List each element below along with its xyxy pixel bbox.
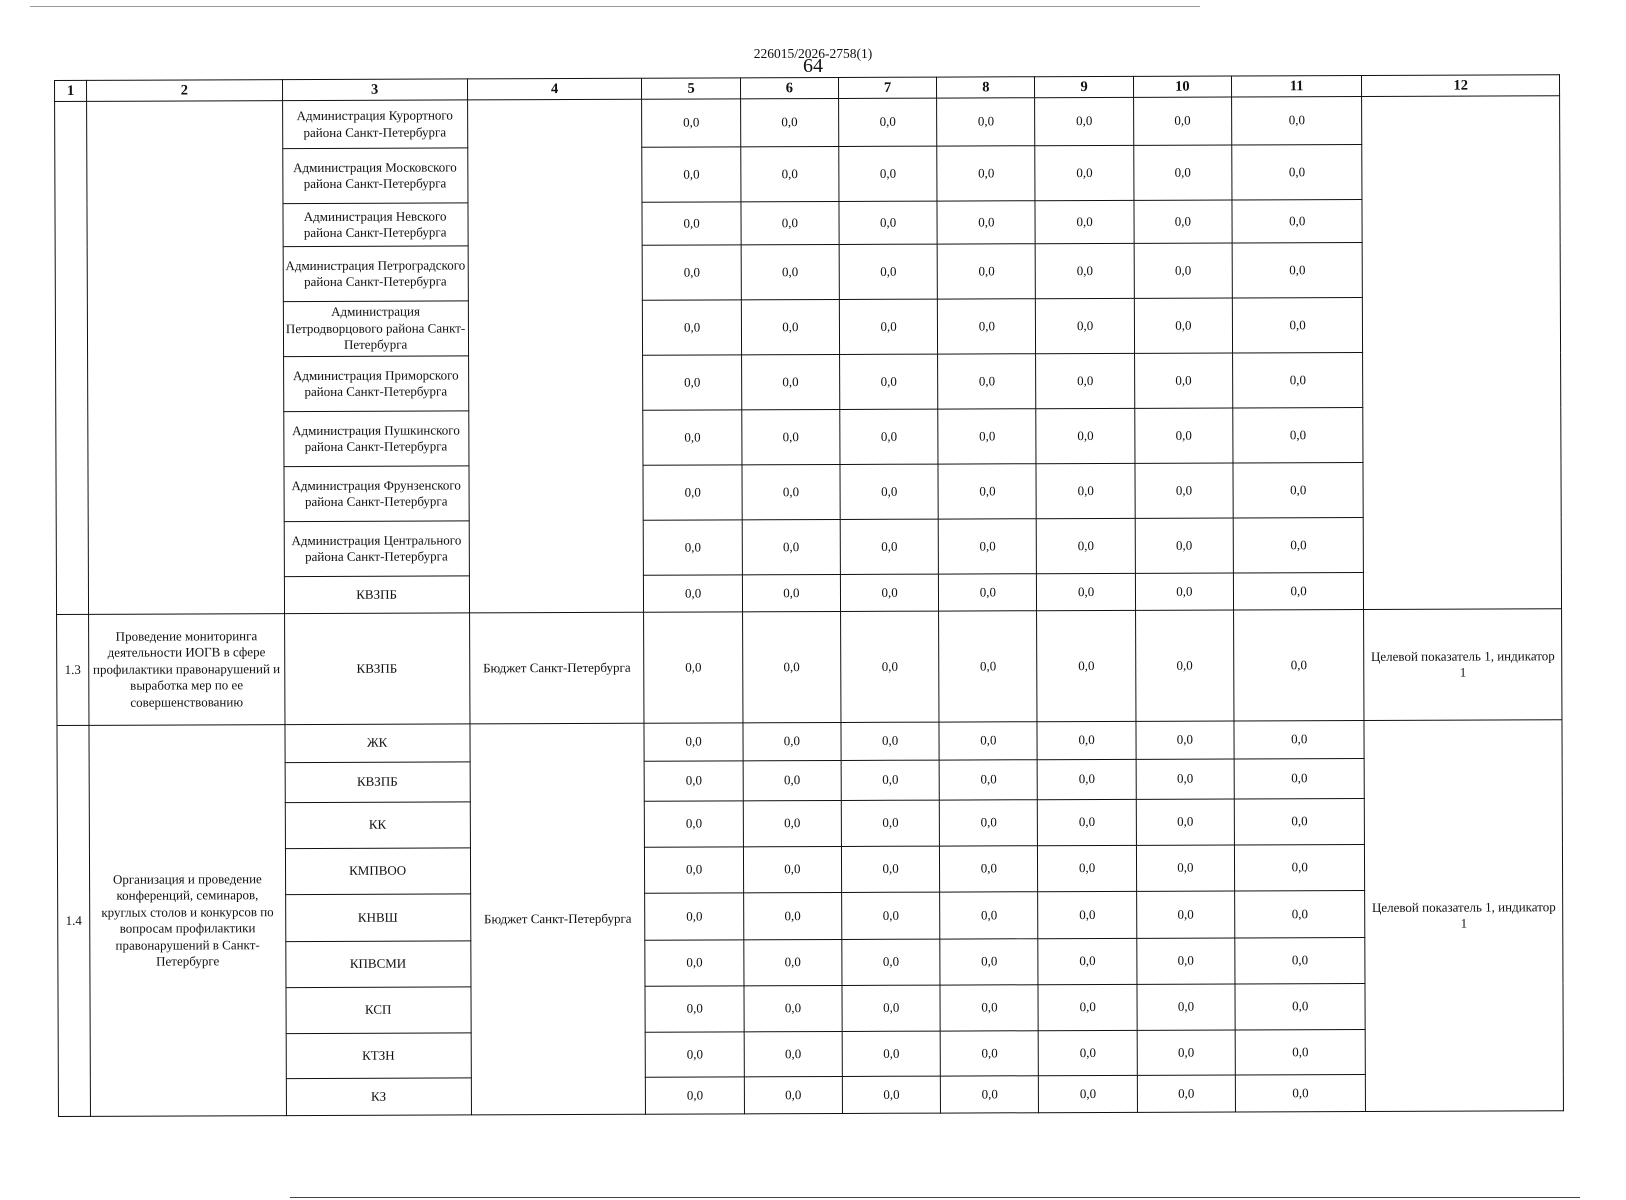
item-number-cell: 1.4 <box>57 725 91 1116</box>
value-cell: 0,0 <box>1135 518 1233 573</box>
value-cell: 0,0 <box>1038 938 1136 984</box>
col-header: 8 <box>937 77 1035 98</box>
value-cell: 0,0 <box>839 244 937 299</box>
indicator-cell: Целевой показатель 1, индикатор 1 <box>1364 609 1562 721</box>
value-cell: 0,0 <box>841 611 940 722</box>
value-cell: 0,0 <box>743 722 841 760</box>
executor-cell: Администрация Фрунзенского района Санкт-Петербурга <box>284 466 469 522</box>
value-cell: 0,0 <box>938 299 1036 354</box>
value-cell: 0,0 <box>741 354 839 409</box>
col-header: 9 <box>1035 76 1133 97</box>
value-cell: 0,0 <box>1038 799 1136 845</box>
value-cell: 0,0 <box>1233 407 1364 463</box>
executor-cell: Администрация Курортного района Санкт-Петербурга <box>282 100 467 149</box>
value-cell: 0,0 <box>643 465 741 520</box>
value-cell: 0,0 <box>1037 573 1135 610</box>
value-cell: 0,0 <box>937 98 1035 146</box>
value-cell: 0,0 <box>742 574 840 611</box>
table-row-1-4 <box>57 720 1562 764</box>
executor-cell: КВЗПБ <box>285 762 470 803</box>
value-cell: 0,0 <box>1038 984 1136 1030</box>
value-cell: 0,0 <box>1235 1029 1365 1075</box>
value-cell: 0,0 <box>938 519 1036 574</box>
value-cell: 0,0 <box>840 354 938 409</box>
value-cell: 0,0 <box>840 464 938 519</box>
value-cell: 0,0 <box>938 464 1036 519</box>
value-cell: 0,0 <box>645 986 743 1032</box>
value-cell: 0,0 <box>842 1076 940 1113</box>
value-cell: 0,0 <box>1036 408 1134 463</box>
col-header: 7 <box>838 77 936 98</box>
col-header: 1 <box>55 80 87 101</box>
value-cell: 0,0 <box>1134 353 1232 408</box>
col-header: 5 <box>642 78 740 99</box>
value-cell: 0,0 <box>645 761 743 801</box>
executor-cell: КНВШ <box>285 894 470 942</box>
value-cell: 0,0 <box>1135 573 1233 610</box>
executor-cell: КК <box>285 802 470 849</box>
value-cell: 0,0 <box>1037 721 1135 759</box>
value-cell: 0,0 <box>842 892 940 939</box>
value-cell: 0,0 <box>840 409 938 464</box>
value-cell: 0,0 <box>841 722 939 760</box>
executor-cell: Администрация Петроградского района Санкт-Петербурга <box>283 246 468 302</box>
table-row <box>55 96 1560 150</box>
value-cell: 0,0 <box>1134 298 1232 353</box>
executor-cell: КВЗПБ <box>284 576 469 614</box>
value-cell: 0,0 <box>645 893 743 940</box>
value-cell: 0,0 <box>1136 891 1234 938</box>
value-cell: 0,0 <box>744 1031 842 1076</box>
executor-cell: Администрация Московского района Санкт-Петербурга <box>282 148 467 204</box>
col-header: 6 <box>740 77 838 98</box>
value-cell: 0,0 <box>1136 721 1234 759</box>
value-cell: 0,0 <box>1235 983 1366 1030</box>
value-cell: 0,0 <box>1137 938 1235 984</box>
value-cell: 0,0 <box>1136 845 1234 891</box>
value-cell: 0,0 <box>743 760 841 800</box>
executor-cell: Администрация Приморского района Санкт-Петербурга <box>283 356 468 412</box>
value-cell: 0,0 <box>1232 144 1363 200</box>
value-cell: 0,0 <box>645 847 743 893</box>
col-header: 10 <box>1133 76 1231 97</box>
col-header: 11 <box>1231 75 1361 97</box>
value-cell: 0,0 <box>646 1077 744 1114</box>
value-cell: 0,0 <box>937 146 1035 201</box>
value-cell: 0,0 <box>1135 610 1234 721</box>
value-cell: 0,0 <box>1037 610 1136 721</box>
value-cell: 0,0 <box>841 846 939 892</box>
value-cell: 0,0 <box>1134 243 1232 298</box>
col-header: 4 <box>467 78 642 100</box>
value-cell: 0,0 <box>645 801 743 847</box>
value-cell: 0,0 <box>937 201 1035 244</box>
value-cell: 0,0 <box>744 1076 842 1113</box>
value-cell: 0,0 <box>841 800 939 846</box>
value-cell: 0,0 <box>840 574 938 611</box>
value-cell: 0,0 <box>840 519 938 574</box>
value-cell: 0,0 <box>644 612 743 723</box>
executor-cell: Администрация Невского района Санкт-Петербурга <box>283 203 468 247</box>
value-cell: 0,0 <box>1133 145 1231 200</box>
value-cell: 0,0 <box>839 98 937 146</box>
executor-cell: Администрация Петродворцового района Санкт-Петербурга <box>283 301 468 357</box>
value-cell: 0,0 <box>941 1076 1039 1113</box>
value-cell: 0,0 <box>939 760 1037 800</box>
value-cell: 0,0 <box>1235 1074 1365 1112</box>
value-cell: 0,0 <box>1035 97 1133 145</box>
value-cell: 0,0 <box>740 98 838 146</box>
value-cell: 0,0 <box>646 1032 744 1077</box>
value-cell: 0,0 <box>938 409 1036 464</box>
value-cell: 0,0 <box>842 939 940 985</box>
value-cell: 0,0 <box>1233 572 1363 610</box>
indicator-cell: Целевой показатель 1, индикатор 1 <box>1364 720 1563 1112</box>
value-cell: 0,0 <box>1136 759 1234 799</box>
value-cell: 0,0 <box>940 800 1038 846</box>
value-cell: 0,0 <box>1038 759 1136 799</box>
value-cell: 0,0 <box>743 800 841 846</box>
value-cell: 0,0 <box>1036 298 1134 353</box>
funding-source-cell <box>467 99 644 613</box>
item-description-cell <box>87 101 284 615</box>
value-cell: 0,0 <box>741 201 839 244</box>
value-cell: 0,0 <box>1137 1075 1235 1112</box>
value-cell: 0,0 <box>744 939 842 985</box>
value-cell: 0,0 <box>742 519 840 574</box>
executor-cell: КМПВОО <box>285 848 470 895</box>
value-cell: 0,0 <box>1233 517 1364 573</box>
table-row-1-3 <box>57 609 1562 726</box>
value-cell: 0,0 <box>940 985 1038 1031</box>
value-cell: 0,0 <box>1038 845 1136 891</box>
executor-cell: Администрация Пушкинского района Санкт-Петербурга <box>283 411 468 467</box>
value-cell: 0,0 <box>940 846 1038 892</box>
value-cell: 0,0 <box>644 723 742 761</box>
value-cell: 0,0 <box>1235 890 1366 938</box>
value-cell: 0,0 <box>940 939 1038 985</box>
value-cell: 0,0 <box>940 892 1038 939</box>
value-cell: 0,0 <box>644 520 742 575</box>
value-cell: 0,0 <box>1134 200 1232 243</box>
value-cell: 0,0 <box>644 575 742 612</box>
value-cell: 0,0 <box>642 202 740 245</box>
item-description-cell: Проведение мониторинга деятельности ИОГВ в сфере профилактики правонарушений и выработка мер по ее совершенствованию <box>89 614 285 726</box>
value-cell: 0,0 <box>937 244 1035 299</box>
value-cell: 0,0 <box>642 147 740 202</box>
value-cell: 0,0 <box>938 354 1036 409</box>
executor-cell: КПВСМИ <box>285 941 470 988</box>
value-cell: 0,0 <box>1035 145 1133 200</box>
executor-cell: ЖК <box>285 724 470 763</box>
col-header: 3 <box>282 79 467 101</box>
item-number-cell <box>55 101 89 614</box>
col-header: 2 <box>87 80 283 102</box>
executor-cell: КСП <box>286 987 471 1034</box>
value-cell: 0,0 <box>1232 96 1363 145</box>
value-cell: 0,0 <box>740 146 838 201</box>
value-cell: 0,0 <box>741 299 839 354</box>
item-description-cell: Организация и проведение конференций, семинаров, круглых столов и конкурсов по вопросам профилактики правонарушений в Санкт-Петербурге <box>89 725 286 1117</box>
value-cell: 0,0 <box>839 299 937 354</box>
registration-number: 226015/2026-2758(1) <box>753 46 873 61</box>
value-cell: 0,0 <box>1234 758 1364 799</box>
col-header: 12 <box>1362 75 1560 97</box>
funding-source-cell: Бюджет Санкт-Петербурга <box>469 612 644 724</box>
value-cell: 0,0 <box>1135 463 1233 518</box>
value-cell: 0,0 <box>1232 242 1363 298</box>
executor-cell: Администрация Центрального района Санкт-Петербурга <box>284 521 469 577</box>
value-cell: 0,0 <box>1039 1075 1137 1112</box>
value-cell: 0,0 <box>1036 243 1134 298</box>
value-cell: 0,0 <box>645 940 743 986</box>
value-cell: 0,0 <box>839 146 937 201</box>
value-cell: 0,0 <box>643 355 741 410</box>
value-cell: 0,0 <box>1234 844 1365 891</box>
executor-cell: КЗ <box>286 1078 471 1116</box>
page-number: 64 <box>803 55 823 77</box>
value-cell: 0,0 <box>1232 297 1363 353</box>
value-cell: 0,0 <box>741 244 839 299</box>
bottom-rule <box>290 1197 1580 1198</box>
value-cell: 0,0 <box>939 611 1038 722</box>
value-cell: 0,0 <box>1234 798 1365 845</box>
executor-cell: КТЗН <box>286 1033 471 1079</box>
item-number-cell: 1.3 <box>57 614 89 725</box>
value-cell: 0,0 <box>1233 352 1364 408</box>
value-cell: 0,0 <box>940 1031 1038 1076</box>
value-cell: 0,0 <box>842 1031 940 1076</box>
value-cell: 0,0 <box>643 300 741 355</box>
value-cell: 0,0 <box>1235 937 1366 984</box>
value-cell: 0,0 <box>1036 463 1134 518</box>
value-cell: 0,0 <box>1036 353 1134 408</box>
value-cell: 0,0 <box>742 611 841 722</box>
value-cell: 0,0 <box>841 760 939 800</box>
value-cell: 0,0 <box>1133 97 1231 145</box>
value-cell: 0,0 <box>1137 1030 1235 1075</box>
value-cell: 0,0 <box>1137 984 1235 1030</box>
value-cell: 0,0 <box>939 722 1037 760</box>
value-cell: 0,0 <box>1039 1030 1137 1075</box>
value-cell: 0,0 <box>939 574 1037 611</box>
indicator-cell <box>1362 96 1562 610</box>
value-cell: 0,0 <box>742 464 840 519</box>
value-cell: 0,0 <box>1038 891 1136 938</box>
value-cell: 0,0 <box>642 99 740 147</box>
value-cell: 0,0 <box>1035 200 1133 243</box>
value-cell: 0,0 <box>744 985 842 1031</box>
value-cell: 0,0 <box>842 985 940 1031</box>
measures-table <box>54 74 1564 1117</box>
value-cell: 0,0 <box>1135 408 1233 463</box>
funding-source-cell: Бюджет Санкт-Петербурга <box>470 723 646 1115</box>
value-cell: 0,0 <box>1234 720 1364 759</box>
value-cell: 0,0 <box>1037 518 1135 573</box>
value-cell: 0,0 <box>643 245 741 300</box>
value-cell: 0,0 <box>1232 199 1362 243</box>
value-cell: 0,0 <box>743 892 841 939</box>
value-cell: 0,0 <box>1233 462 1364 518</box>
executor-cell: КВЗПБ <box>284 613 470 725</box>
value-cell: 0,0 <box>643 410 741 465</box>
value-cell: 0,0 <box>839 201 937 244</box>
value-cell: 0,0 <box>1136 799 1234 845</box>
value-cell: 0,0 <box>1234 609 1365 720</box>
value-cell: 0,0 <box>742 409 840 464</box>
value-cell: 0,0 <box>743 846 841 892</box>
top-rule <box>30 6 1200 7</box>
